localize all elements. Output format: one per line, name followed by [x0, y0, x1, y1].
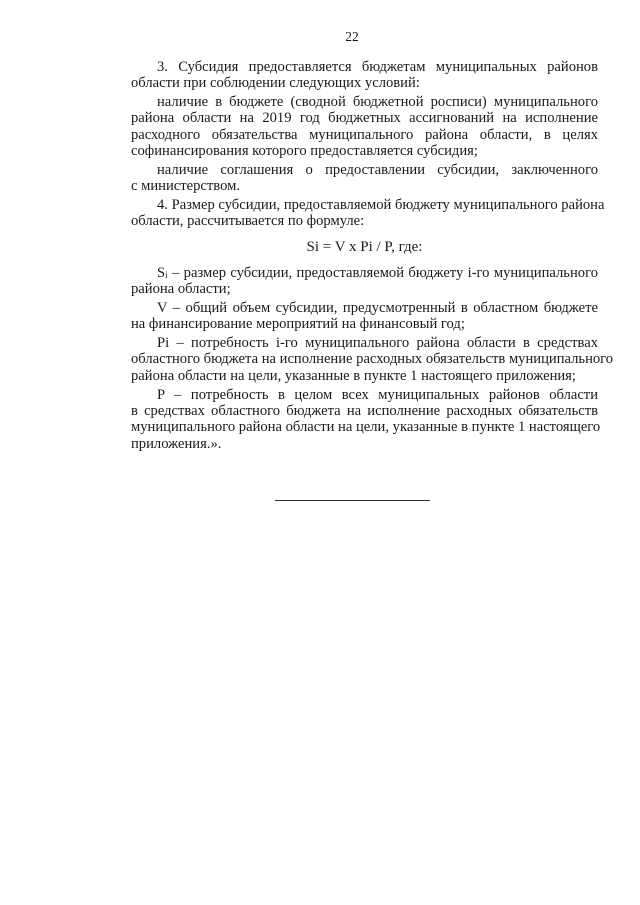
text-line — [131, 387, 598, 403]
text-line: района области на цели, указанные в пункте 1 настоящего приложения; — [131, 367, 576, 384]
end-separator-line — [275, 500, 430, 501]
page-number: 22 — [345, 29, 359, 44]
definition-text: – общий объем субсидии, предусмотренный в областном бюджете — [167, 299, 598, 316]
text-line: приложения.». — [131, 435, 222, 452]
paragraph-4 — [131, 197, 605, 230]
formula: Si = V x Pi / P, где: — [306, 238, 423, 255]
symbol: V — [157, 299, 168, 316]
text-line: на финансирование мероприятий на финансовый год; — [131, 316, 465, 333]
text-line — [131, 335, 598, 351]
text-line: района области на 2019 год бюджетных ассигнований на исполнение — [131, 110, 598, 127]
text-line: муниципального района области на цели, указанные в пункте 1 настоящего — [131, 419, 601, 436]
text-line: в средствах областного бюджета на исполнение расходных обязательств — [131, 402, 598, 419]
symbol: P — [157, 386, 165, 403]
text-line: софинансирования которого предоставляется субсидия; — [131, 143, 478, 160]
definition-text: – потребность в целом всех муниципальных районов области — [164, 386, 598, 403]
text-line: района области; — [131, 281, 231, 298]
condition-budget — [131, 94, 598, 159]
text-line: расходного обязательства муниципального района области, в целях — [131, 126, 598, 143]
text-line: областного бюджета на исполнение расходных обязательств муниципального — [131, 351, 614, 368]
text-line: 4. Размер субсидии, предоставляемой бюджету муниципального района — [157, 197, 605, 214]
symbol: Pi — [157, 335, 170, 352]
paragraph-3 — [131, 59, 598, 92]
text-line — [131, 300, 598, 316]
definition-p — [131, 386, 601, 452]
text-line: с министерством. — [131, 178, 240, 195]
definition-pi — [131, 335, 614, 384]
symbol: S — [157, 264, 166, 281]
text-line: наличие соглашения о предоставлении субсидии, заключенного — [157, 161, 598, 178]
definition-v — [131, 300, 598, 333]
text-line: наличие в бюджете (сводной бюджетной росписи) муниципального — [157, 94, 598, 111]
text-line: 3. Субсидия предоставляется бюджетам муниципальных районов — [157, 59, 598, 75]
text-line: области, рассчитывается по формуле: — [131, 213, 365, 230]
condition-agreement — [131, 162, 598, 195]
definition-text: – размер субсидии, предоставляемой бюджету i-го муниципального — [167, 264, 598, 281]
document-body — [131, 59, 614, 454]
definition-text: – потребность i-го муниципального района области в средствах — [169, 335, 598, 352]
symbol-subscript: i — [165, 269, 168, 280]
text-line: области при соблюдении следующих условий: — [131, 75, 420, 92]
definition-si — [131, 265, 598, 298]
text-line — [131, 265, 598, 281]
